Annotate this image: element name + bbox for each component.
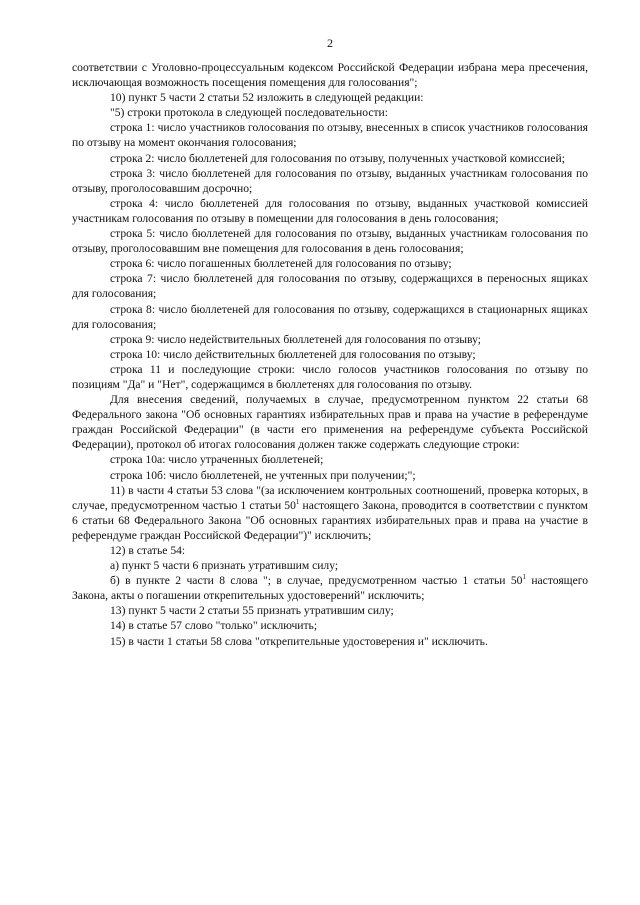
paragraph <box>72 573 588 603</box>
paragraph-text: строка 6: число погашенных бюллетеней для голосования по отзыву; <box>110 257 452 271</box>
paragraph <box>72 271 588 301</box>
paragraph-text: 15) в части 1 статьи 58 слова "открепительные удостоверения и" исключить. <box>110 634 488 648</box>
paragraph-text: "5) строки протокола в следующей последовательности: <box>110 106 388 120</box>
paragraph <box>72 603 588 618</box>
paragraph-text: 10) пункт 5 части 2 статьи 52 изложить в следующей редакции: <box>110 91 424 105</box>
paragraph-text: строка 1: число участников голосования по отзыву, внесенных в список участников голосования по отзыву на момент окончания голосования; <box>72 121 588 150</box>
paragraph <box>72 120 588 150</box>
paragraph-text: а) пункт 5 части 6 признать утратившим силу; <box>110 559 339 573</box>
paragraph <box>72 468 588 483</box>
paragraph-text: строка 11 и последующие строки: число голосов участников голосования по отзыву по позициям "Да" и "Нет", содержащимся в бюллетенях для голосования по отзыву. <box>72 362 588 391</box>
paragraph-text: строка 9: число недействительных бюллетеней для голосования по отзыву; <box>110 332 482 346</box>
paragraph-text: 12) в статье 54: <box>110 544 186 557</box>
page-number: 2 <box>327 36 333 50</box>
document-page <box>72 36 588 649</box>
paragraph-text: 11) в части 4 статьи 53 слова "(за исключением контрольных соотношений, проверка которых, в случае, предусмотренном частью 1 статьи 50 <box>72 483 588 512</box>
paragraph <box>72 196 588 226</box>
paragraph-text: строка 4: число бюллетеней для голосования по отзыву, выданных участковой комиссией участникам голосования по отзыву в помещении для голосования в день голосования; <box>72 196 588 225</box>
paragraph-text: Для внесения сведений, получаемых в случае, предусмотренном пунктом 22 статьи 68 Федерального закона "Об основных гарантиях избирательных прав и права на участие в референдуме граждан Российской Федерации" (в части его применения на референдуме субъекта Российской Федерации), протокол об итогах голосования должен также содержать следующие строки: <box>72 393 588 452</box>
paragraph-text-continued: настоящего Закона, проводится в соответствии с пунктом 6 статьи 68 Федерального Закона "Об основных гарантиях избирательных прав и права на участие в референдуме граждан Российской Федерации")" исключить; <box>72 498 588 542</box>
paragraph <box>72 558 588 573</box>
paragraph <box>72 347 588 362</box>
paragraph <box>72 256 588 271</box>
paragraph <box>72 634 588 649</box>
paragraph-text: строка 10: число действительных бюллетеней для голосования по отзыву; <box>110 347 476 361</box>
paragraph <box>72 90 588 105</box>
paragraph <box>72 392 588 452</box>
paragraph-text: б) в пункте 2 части 8 слова "; в случае, предусмотренном частью 1 статьи 50 <box>110 574 523 588</box>
paragraph <box>72 166 588 196</box>
document-body <box>72 60 588 649</box>
paragraph-text: 13) пункт 5 части 2 статьи 55 признать утратившим силу; <box>110 604 394 618</box>
paragraph-text: строка 2: число бюллетеней для голосования по отзыву, полученных участковой комиссией; <box>110 151 565 165</box>
paragraph <box>72 332 588 347</box>
paragraph-text: соответствии с Уголовно-процессуальным кодексом Российской Федерации избрана мера пресечения, исключающая возможность посещения помещения для голосования"; <box>72 61 588 90</box>
superscript: 1 <box>522 573 526 582</box>
paragraph <box>72 362 588 392</box>
paragraph <box>72 483 588 543</box>
paragraph <box>72 151 588 166</box>
paragraph <box>72 543 588 558</box>
paragraph-text: строка 10б: число бюллетеней, не учтенных при получении;"; <box>110 468 416 482</box>
paragraph-text: 14) в статье 57 слово "только" исключить; <box>110 619 318 633</box>
paragraph-text-continued: настоящего Закона, акты о погашении открепительных удостоверений" исключить; <box>72 574 588 603</box>
paragraph-text: строка 5: число бюллетеней для голосования по отзыву, выданных участникам голосования по отзыву, проголосовавшим вне помещения для голосования в день голосования; <box>72 227 588 256</box>
paragraph-text: строка 10а: число утраченных бюллетеней; <box>110 453 324 467</box>
paragraph <box>72 618 588 633</box>
paragraph-text: строка 7: число бюллетеней для голосования по отзыву, содержащихся в переносных ящиках для голосования; <box>72 272 588 301</box>
paragraph <box>72 226 588 256</box>
paragraph-text: строка 8: число бюллетеней для голосования по отзыву, содержащихся в стационарных ящиках для голосования; <box>72 302 588 331</box>
superscript: 1 <box>295 497 300 506</box>
paragraph <box>72 452 588 467</box>
paragraph-text: строка 3: число бюллетеней для голосования по отзыву, выданных участникам голосования по отзыву, проголосовавшим досрочно; <box>72 166 588 195</box>
paragraph <box>72 105 588 120</box>
paragraph <box>72 302 588 332</box>
paragraph <box>72 60 588 90</box>
